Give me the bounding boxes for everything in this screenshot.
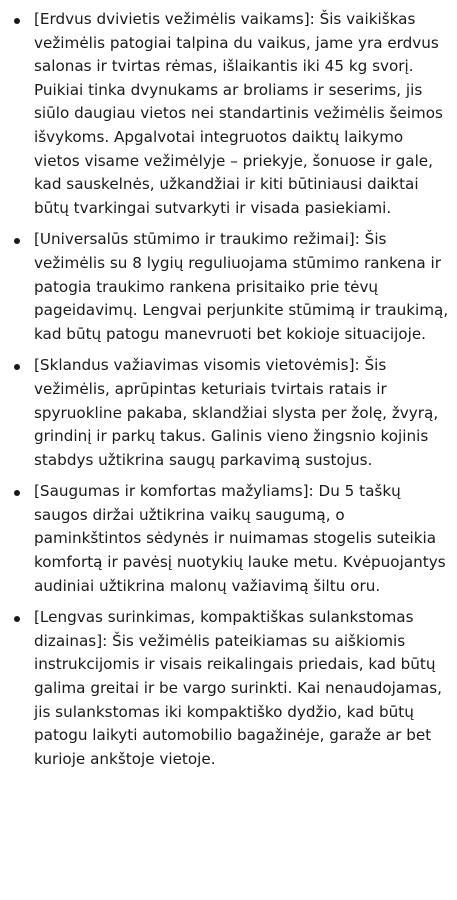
- feature-text: [Universalūs stūmimo ir traukimo režimai]: Šis vežimėlis su 8 lygių reguliuojama stūmimo rankena ir patogia traukimo rankena prisitaiko prie tėvų pageidavimų. Lengvai perjunkite stūmimą ir traukimą, kad būtų patogu manevruoti bet kokioje situacijoje.: [34, 230, 449, 343]
- bullet-icon: [14, 616, 20, 622]
- feature-item-push-pull: [0, 228, 457, 346]
- feature-item-all-terrain: [0, 354, 457, 472]
- bullet-icon: [14, 238, 20, 244]
- feature-item-assembly: [0, 606, 457, 771]
- feature-bullet-list: [0, 8, 457, 779]
- feature-text: [Saugumas ir komfortas mažyliams]: Du 5 taškų saugos diržai užtikrina vaikų saugumą, o paminkštintos sėdynės ir nuimamas stogelis suteikia komfortą ir pavėsį nuotykių lauke metu. Kvėpuojantys audiniai užtikrina malonų važiavimą šiltu oru.: [34, 482, 446, 595]
- feature-item-safety: [0, 480, 457, 598]
- feature-text: [Sklandus važiavimas visomis vietovėmis]: Šis vežimėlis, aprūpintas keturiais tvirtais ratais ir spyruokline pakaba, sklandžiai slysta per žolę, žvyrą, grindinį ir parkų takus. Galinis vieno žingsnio kojinis stabdys užtikrina saugų parkavimą sustojus.: [34, 356, 439, 469]
- feature-item-spacious: [0, 8, 457, 220]
- bullet-icon: [14, 364, 20, 370]
- feature-text: [Erdvus dvivietis vežimėlis vaikams]: Šis vaikiškas vežimėlis patogiai talpina du vaikus, jame yra erdvus salonas ir tvirtas rėmas, išlaikantis iki 45 kg svorį. Puikiai tinka dvynukams ar broliams ir seserims, jis siūlo daugiau vietos nei standartinis vežimėlis šeimos išvykoms. Apgalvotai integruotos daiktų laikymo vietos visame vežimėlyje – priekyje, šonuose ir gale, kad sauskelnės, užkandžiai ir kiti būtiniausi daiktai būtų tvarkingai sutvarkyti ir visada pasiekiami.: [34, 10, 443, 217]
- bullet-icon: [14, 490, 20, 496]
- feature-text: [Lengvas surinkimas, kompaktiškas sulankstomas dizainas]: Šis vežimėlis pateikiamas su aiškiomis instrukcijomis ir visais reikalingais priedais, kad būtų galima greitai ir be vargo surinkti. Kai nenaudojamas, jis sulankstomas iki kompaktiško dydžio, kad būtų patogu laikyti automobilio bagažinėje, garaže ar bet kurioje ankštoje vietoje.: [34, 608, 443, 768]
- bullet-icon: [14, 18, 20, 24]
